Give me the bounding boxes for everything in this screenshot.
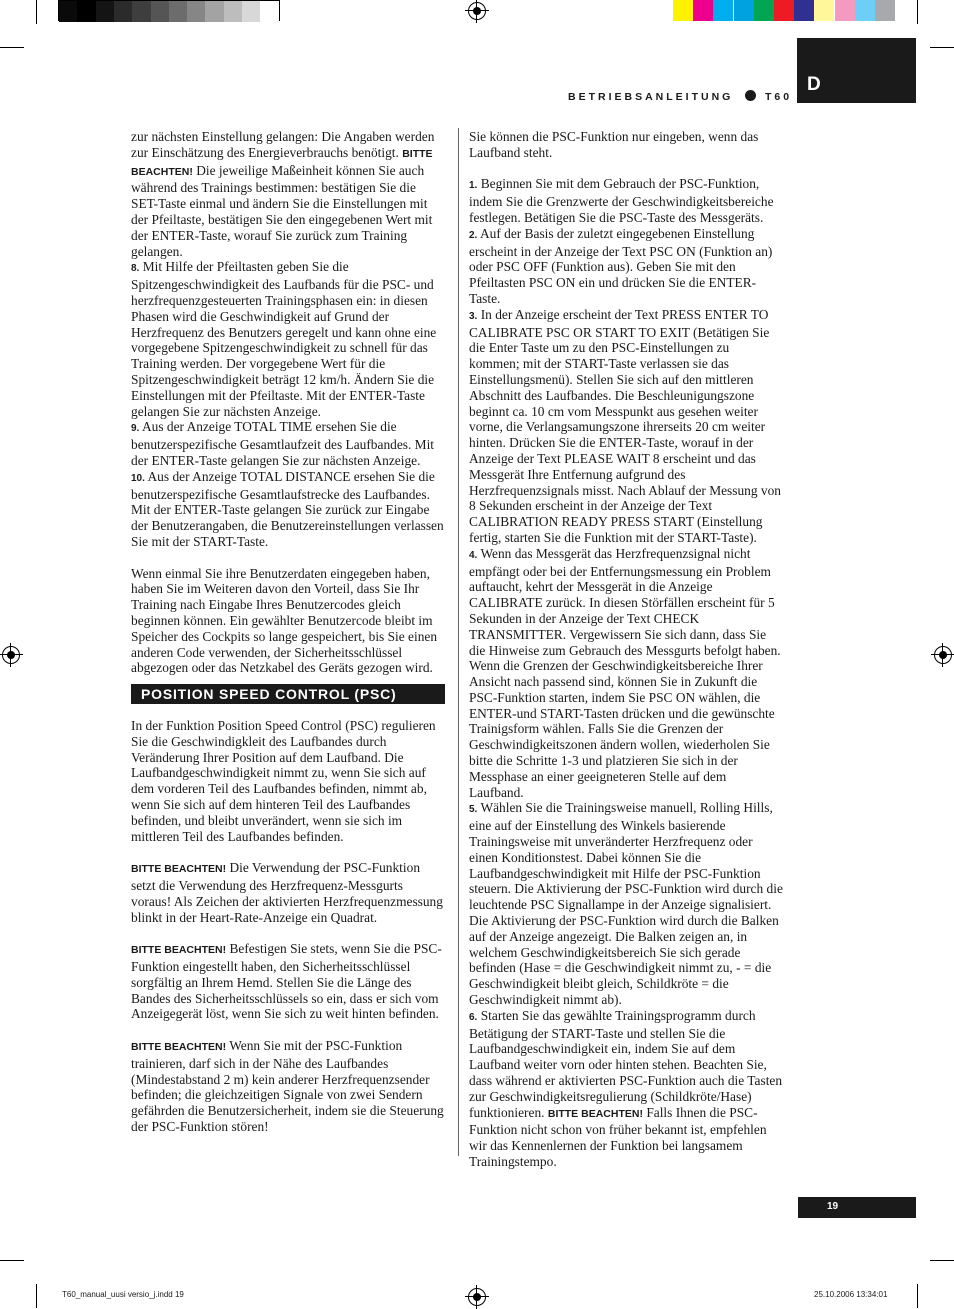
paragraph: zur nächsten Einstellung gelangen: Die Angaben werden zur Einschätzung des Energieverbrauchs benötigt. BITTE BEACHTEN! Die jeweilige Maßeinheit können Sie auch während des Trainings bestimmen: bestätigen Sie die SET-Taste einmal und ändern Sie die Einstellungen mit der Pfeiltaste, bestätigen Sie den eingegebenen Wert mit der ENTER-Taste, worauf Sie zurück zum Training gelangen. xyxy=(131,129,435,259)
left-column xyxy=(131,129,445,1135)
gray-swatch xyxy=(114,1,133,22)
paragraph: In der Funktion Position Speed Control (PSC) regulieren Sie die Geschwindigkleit des Laufbandes durch Veränderung Ihrer Position auf dem Laufband. Die Laufbandgeschwindigkeit nimmt zu, wenn Sie sich auf dem vorderen Teil des Laufbandes befinden, nimmt ab, wenn Sie sich auf dem hinteren Teil des Laufbandes befinden, und bleibt unverändert, wenn sie sich im mittleren Teil des Laufbandes befinden. xyxy=(131,718,436,844)
language-tab-label: D xyxy=(807,74,821,95)
color-swatch xyxy=(875,0,895,21)
bullet-icon xyxy=(745,90,756,101)
page-number: 19 xyxy=(827,1201,839,1212)
model-name: T60 xyxy=(765,91,793,103)
color-swatch xyxy=(693,0,713,21)
color-swatch xyxy=(734,0,754,21)
gray-swatch xyxy=(242,1,261,22)
process-color-bar xyxy=(673,0,895,21)
footer-date-time: 25.10.2006 13:34:01 xyxy=(814,1290,888,1299)
note-paragraph: BITTE BEACHTEN! Befestigen Sie stets, wenn Sie die PSC-Funktion eingestellt haben, den Sicherheitsschlüssel sorgfältig an Ihrem Hemd. Stellen Sie die Länge des Bandes des Sicherheitsschlüssels so ein, dass er sich vom Anzeigegerät löst, wenn Sie sich zu weit hinten befinden. xyxy=(131,941,442,1022)
list-item-4: 4. Wenn das Messgerät das Herzfrequenzsignal nicht empfängt oder bei der Entfernungsmessung ein Problem auftaucht, kehrt der Messgerät in die Anzeige CALIBRATE zurück. In diesen Störfällen erscheint für 5 Sekunden in der Anzeige der Text CHECK TRANSMITTER. Vergewissern Sie sich dann, dass Sie die Hinweise zum Gebrauch des Messgurts befolgt haben. Wenn die Grenzen der Geschwindigkeitsbereiche Ihrer Ansicht nach passend sind, können Sie in Zukunft die PSC-Funktion starten, indem Sie PSC ON wählen, die ENTER-und START-Tasten drücken und die gewünschte Trainigsform wählen. Falls Sie die Grenzen der Geschwindigkeitszonen ändern wollen, wiederholen Sie bitte die Schritte 1-3 und platzieren Sie sich in der Messphase an einer geeigneteren Stelle auf dem Laufband. xyxy=(469,545,781,800)
color-swatch xyxy=(754,0,774,21)
color-swatch xyxy=(713,0,733,21)
gray-swatch xyxy=(59,1,78,22)
gray-swatch xyxy=(205,1,224,22)
registration-mark-icon xyxy=(2,646,20,664)
list-item-6: 6. Starten Sie das gewählte Trainingsprogramm durch Betätigung der START-Taste und stellen Sie die Laufbandgeschwindigkeit ein, indem Sie auf dem Laufband weiter vorn oder hinten stehen. Beachten Sie, dass während er aktivierten PSC-Funktion auch die Tasten zur Geschwindigkeitsregulierung (Schildkröte/Hase) funktionieren. BITTE BEACHTEN! Falls Ihnen die PSC-Funktion nicht schon von früher bekannt ist, empfehlen wir das Kennenlernen der Funktion bei langsamem Trainingstempo. xyxy=(469,1007,783,1169)
crop-mark xyxy=(0,1260,24,1261)
note-label: BITTE BEACHTEN! xyxy=(547,1107,643,1120)
column-divider xyxy=(458,128,459,1156)
registration-mark-icon xyxy=(468,2,486,20)
color-swatch xyxy=(855,0,875,21)
color-swatch xyxy=(814,0,834,21)
list-item-9: 9. Aus der Anzeige TOTAL TIME ersehen Sie die benutzerspezifische Gesamtlaufzeit des Laufbandes. Mit der ENTER-Taste gelangen Sie zur nächsten Anzeige. xyxy=(131,419,435,468)
gray-swatch xyxy=(77,1,96,22)
note-label: BITTE BEACHTEN! xyxy=(131,944,227,957)
paragraph: Sie können die PSC-Funktion nur eingeben, wenn das Laufband steht. xyxy=(469,129,759,160)
crop-mark xyxy=(930,47,954,48)
note-label: BITTE BEACHTEN! xyxy=(131,1041,227,1054)
note-paragraph: BITTE BEACHTEN! Die Verwendung der PSC-Funktion setzt die Verwendung des Herzfrequenz-Messgurts voraus! Als Zeichen der aktivierten Herzfrequenzmessung blinkt in der Heart-Rate-Anzeige ein Quadrat. xyxy=(131,860,443,925)
note-label: BITTE BEACHTEN! xyxy=(131,863,227,876)
gray-swatch xyxy=(224,1,243,22)
paragraph: Wenn einmal Sie ihre Benutzerdaten eingegeben haben, haben Sie im Weiteren davon den Vorteil, dass Sie Ihr Training nach Eingabe Ihres Benutzercodes gleich beginnen können. Ein gewählter Benutzercode bleibt im Speicher des Cockpits so lange gespeichert, bis Sie einen anderen Code verwenden, der Sicherheitsschlüssel abgezogen oder das Netzkabel des Geräts gezogen wird. xyxy=(131,565,438,676)
note-label: BITTE BEACHTEN! xyxy=(131,147,433,178)
running-title: BETRIEBSANLEITUNG xyxy=(568,91,734,103)
crop-mark xyxy=(930,1260,954,1261)
color-swatch xyxy=(794,0,814,21)
gray-swatch xyxy=(187,1,206,22)
crop-mark xyxy=(36,0,37,24)
crop-mark xyxy=(36,1284,37,1308)
section-heading: POSITION SPEED CONTROL (PSC) xyxy=(131,684,445,704)
registration-mark-icon xyxy=(934,646,952,664)
list-item-5: 5. Wählen Sie die Trainingsweise manuell, Rolling Hills, eine auf der Einstellung des Winkels basierende Trainingsweise mit unveränderter Herzfrequenz oder einen Konditionstest. Dabei können Sie die Laufbandgeschwindigkeit mit Hilfe der PSC-Funktion steuern. Die Aktivierung der PSC-Funktion wird durch die leuchtende PSC Signallampe in der Anzeige signalisiert. Die Aktivierung der PSC-Funktion wird durch die Balken auf der Anzeige angezeigt. Die Balken zeigen an, in welchem Geschwindigkeitsbereich Sie sich gerade befinden (Hase = die Geschwindigkeit nimmt zu, - = die Geschwindigkeit bleibt gleich, Schildkröte = die Geschwindigkeit nimmt ab). xyxy=(469,800,783,1008)
crop-mark xyxy=(917,1284,918,1308)
list-item-8: 8. Mit Hilfe der Pfeiltasten geben Sie die Spitzengeschwindigkeit des Laufbands für die PSC- und herzfrequenzgesteuerten Trainingsphasen ein: in diesen Phasen wird die Geschwindigkeit auf Grund der Herzfrequenz des Benutzers geregelt und kann ohne eine vorgegebene Spitzengeschwindigkeit zu schnell für das Training werden. Der vorgegebene Wert für die Spitzengeschwindigkeit beträgt 12 km/h. Ändern Sie die Einstellungen mit der Pfeiltaste. Mit der ENTER-Taste gelangen Sie zur nächsten Anzeige. xyxy=(131,259,437,419)
color-swatch xyxy=(835,0,855,21)
footer-file-name: T60_manual_uusi versio_j.indd 19 xyxy=(62,1290,184,1299)
right-column xyxy=(469,129,783,1170)
color-swatch xyxy=(673,0,693,21)
color-swatch xyxy=(774,0,794,21)
crop-mark xyxy=(917,0,918,24)
grayscale-color-bar xyxy=(58,0,280,21)
registration-mark-icon xyxy=(468,1288,486,1306)
crop-mark xyxy=(0,47,24,48)
gray-swatch xyxy=(132,1,151,22)
list-item-2: 2. Auf der Basis der zuletzt eingegebenen Einstellung erscheint in der Anzeige der Text PSC ON (Funktion an) oder PSC OFF (Funktion aus). Geben Sie mit den Pfeiltasten PSC ON ein und drücken Sie die ENTER-Taste. xyxy=(469,225,773,306)
gray-swatch xyxy=(260,1,279,22)
list-item-1: 1. Beginnen Sie mit dem Gebrauch der PSC-Funktion, indem Sie die Grenzwerte der Geschwindigkeitsbereiche festlegen. Betätigen Sie die PSC-Taste des Messgeräts. xyxy=(469,176,774,225)
page-number-box xyxy=(798,1197,916,1218)
list-item-10: 10. Aus der Anzeige TOTAL DISTANCE ersehen Sie die benutzerspezifische Gesamtlaufstrecke des Laufbandes. Mit der ENTER-Taste gelangen Sie zurück zur Eingabe der Benutzerangaben, die Benutzereinstellungen verlassen Sie mit der START-Taste. xyxy=(131,468,444,549)
gray-swatch xyxy=(96,1,115,22)
gray-swatch xyxy=(169,1,188,22)
gray-swatch xyxy=(151,1,170,22)
note-paragraph: BITTE BEACHTEN! Wenn Sie mit der PSC-Funktion trainieren, darf sich in der Nähe des Laufbandes (Mindestabstand 2 m) kein anderer Herzfrequenzsender befinden; die gleichzeitigen Signale von zwei Sendern gefährden die Benutzersicherheit, indem sie die Steuerung der PSC-Funktion stören! xyxy=(131,1038,444,1135)
list-item-3: 3. In der Anzeige erscheint der Text PRESS ENTER TO CALIBRATE PSC OR START TO EXIT (Betätigen Sie die Enter Taste um zu den PSC-Einstellungen zu kommen; mit der START-Taste verlassen sie das Einstellungsmenü). Stellen Sie sich auf den mittleren Abschnitt des Laufbandes. Die Beschleunigungszone beginnt ca. 10 cm vom Messpunkt aus gesehen weiter vorne, die Verlangsamungszone ihrerseits 20 cm weiter hinten. Drücken Sie die ENTER-Taste, worauf in der Anzeige der Text PLEASE WAIT 8 erscheint und das Messgerät Ihre Entfernung aufgrund des Herzfrequenzsignals misst. Nach Ablauf der Messung von 8 Sekunden erscheint in der Anzeige der Text CALIBRATION READY PRESS START (Einstellung fertig, starten Sie die Funktion mit der START-Taste). xyxy=(469,306,781,545)
language-tab xyxy=(797,38,916,103)
